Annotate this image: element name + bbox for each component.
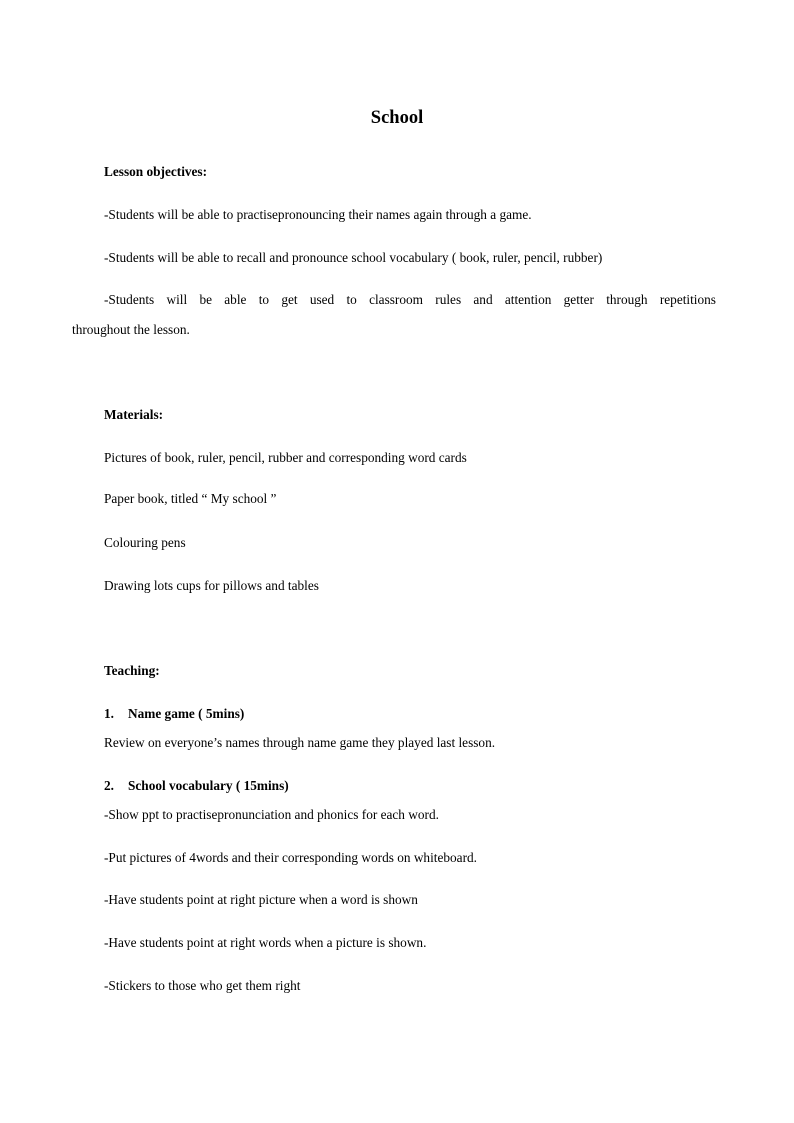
- page-title: School: [370, 108, 424, 128]
- objective-word: repetitions: [659, 292, 716, 307]
- objectives-heading: Lesson objectives:: [104, 164, 208, 179]
- section-number: 1.: [104, 706, 114, 721]
- objective-word: getter: [563, 292, 594, 307]
- section-heading-name-game: [104, 705, 244, 723]
- section-title: Name game ( 5mins): [128, 706, 245, 721]
- section-line: -Stickers to those who get them right: [104, 978, 301, 993]
- objective-word: able: [224, 292, 247, 307]
- objective-word: through: [606, 292, 648, 307]
- objective-word: get: [281, 292, 298, 307]
- material-item-1: Pictures of book, ruler, pencil, rubber and corresponding word cards: [104, 450, 467, 465]
- section-line: -Have students point at right words when a picture is shown.: [104, 935, 427, 950]
- materials-heading: Materials:: [104, 407, 164, 422]
- objective-item-2: -Students will be able to recall and pronounce school vocabulary ( book, ruler, pencil, rubber): [104, 250, 603, 265]
- material-item-2: Paper book, titled “ My school ”: [104, 491, 277, 506]
- section-line: -Have students point at right picture when a word is shown: [104, 892, 418, 907]
- objective-word: to: [258, 292, 270, 307]
- material-item-3: Colouring pens: [104, 535, 186, 550]
- objective-item-1: -Students will be able to practisepronouncing their names again through a game.: [104, 207, 532, 222]
- objective-word: to: [346, 292, 357, 307]
- section-title: School vocabulary ( 15mins): [128, 778, 289, 793]
- objective-item-3-continuation: throughout the lesson.: [72, 322, 190, 337]
- objective-word: attention: [504, 292, 552, 307]
- material-item-4: Drawing lots cups for pillows and tables: [104, 578, 319, 593]
- objective-word: will: [166, 292, 188, 307]
- objective-word: be: [199, 292, 213, 307]
- objective-word: used: [309, 292, 335, 307]
- objective-item-3: [104, 291, 716, 309]
- section-line: -Put pictures of 4words and their corresponding words on whiteboard.: [104, 850, 477, 865]
- section-line: -Show ppt to practisepronunciation and phonics for each word.: [104, 807, 439, 822]
- objective-word: -Students: [104, 292, 155, 307]
- section-heading-school-vocabulary: [104, 777, 289, 795]
- section-number: 2.: [104, 778, 114, 793]
- objective-word: classroom: [369, 292, 423, 307]
- section-line: Review on everyone’s names through name game they played last lesson.: [104, 735, 496, 750]
- objective-word: rules: [435, 292, 462, 307]
- objective-word: and: [473, 292, 493, 307]
- teaching-heading: Teaching:: [104, 663, 160, 678]
